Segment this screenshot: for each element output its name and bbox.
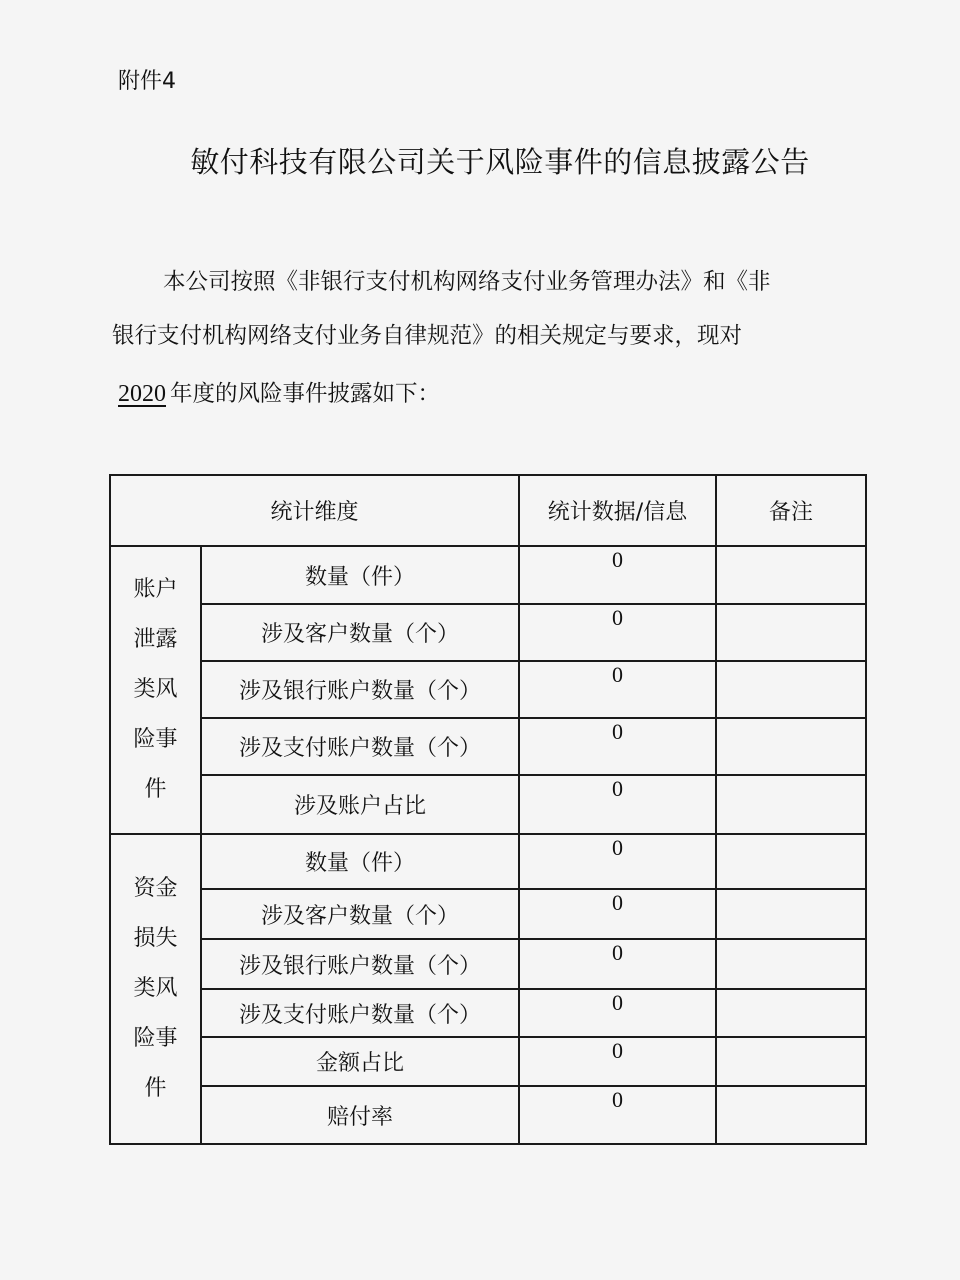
category-line: 类风 [133,976,178,1001]
category-line: 资金 [133,876,178,901]
dimension-cell: 涉及支付账户数量（个） [201,718,519,775]
value-cell: 0 [519,546,716,604]
remark-cell [716,604,866,661]
category-line: 件 [144,1076,167,1101]
dimension-cell: 涉及银行账户数量（个） [201,939,519,989]
dimension-cell: 金额占比 [201,1037,519,1086]
value-cell: 0 [519,604,716,661]
risk-event-table [109,474,867,1145]
value-cell: 0 [519,661,716,718]
table-row [110,1086,866,1144]
table-row [110,1037,866,1086]
category-line: 险事 [133,727,178,752]
table-row [110,775,866,834]
category-fund-loss [110,834,201,1144]
dimension-cell: 涉及支付账户数量（个） [201,989,519,1037]
table-row [110,889,866,939]
table-row [110,604,866,661]
remark-cell [716,661,866,718]
category-line: 账户 [133,577,178,602]
value-cell: 0 [519,775,716,834]
value-cell: 0 [519,834,716,889]
category-line: 件 [144,777,167,802]
table-row [110,834,866,889]
category-line: 损失 [133,926,178,951]
category-account-leakage [110,546,201,834]
dimension-cell: 涉及客户数量（个） [201,604,519,661]
document-title: 敏付科技有限公司关于风险事件的信息披露公告 [190,145,810,179]
intro-line-1: 本公司按照《非银行支付机构网络支付业务管理办法》和《非 [163,269,771,295]
dimension-cell: 赔付率 [201,1086,519,1144]
table-row [110,989,866,1037]
value-cell: 0 [519,889,716,939]
value-cell: 0 [519,1037,716,1086]
remark-cell [716,1037,866,1086]
remark-cell [716,989,866,1037]
value-cell: 0 [519,989,716,1037]
dimension-cell: 涉及账户占比 [201,775,519,834]
remark-cell [716,775,866,834]
header-dimension: 统计维度 [110,475,519,546]
dimension-cell: 数量（件） [201,834,519,889]
intro-line-3 [112,376,852,408]
intro-line-2: 银行支付机构网络支付业务自律规范》的相关规定与要求，现对 [112,323,743,349]
remark-cell [716,889,866,939]
value-cell: 0 [519,939,716,989]
table-row [110,546,866,604]
table-row [110,661,866,718]
category-line: 泄露 [133,627,178,652]
category-line: 类风 [133,677,178,702]
category-line: 险事 [133,1026,178,1051]
disclosure-year: 2020 [118,381,166,407]
header-remarks: 备注 [716,475,866,546]
table-row [110,718,866,775]
dimension-cell: 涉及客户数量（个） [201,889,519,939]
attachment-label: 附件4 [118,69,176,94]
remark-cell [716,834,866,889]
remark-cell [716,1086,866,1144]
header-data: 统计数据/信息 [519,475,716,546]
remark-cell [716,546,866,604]
value-cell: 0 [519,1086,716,1144]
remark-cell [716,939,866,989]
dimension-cell: 涉及银行账户数量（个） [201,661,519,718]
dimension-cell: 数量（件） [201,546,519,604]
remark-cell [716,718,866,775]
table-row [110,939,866,989]
table-header-row [110,475,866,546]
intro-line-3-suffix: 年度的风险事件披露如下： [170,381,441,407]
value-cell: 0 [519,718,716,775]
